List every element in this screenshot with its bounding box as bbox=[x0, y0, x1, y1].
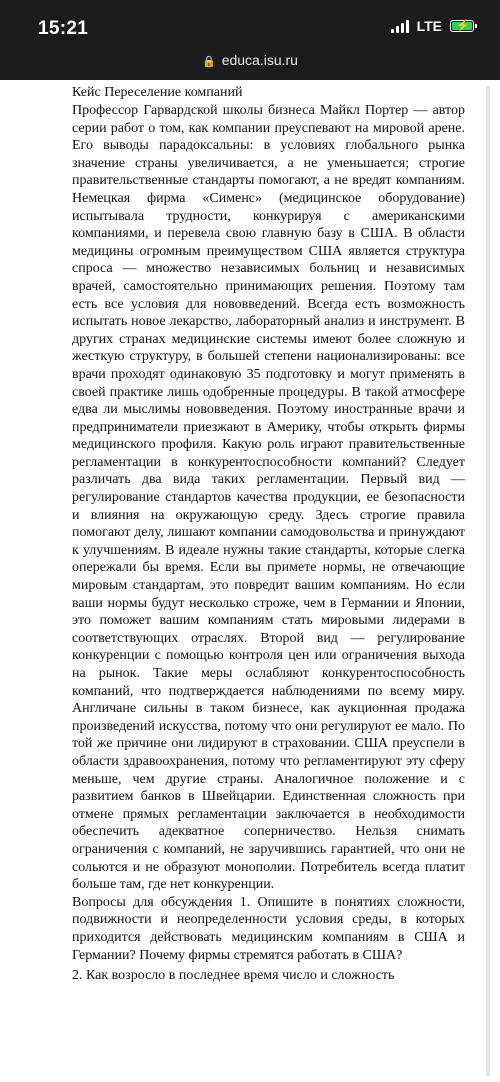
document-title: Кейс Переселение компаний bbox=[72, 85, 243, 100]
address-bar[interactable] bbox=[0, 52, 500, 68]
network-type: LTE bbox=[416, 18, 442, 34]
battery-icon: ⚡ bbox=[450, 20, 474, 32]
document-content bbox=[72, 84, 465, 985]
url-text: educa.isu.ru bbox=[221, 52, 298, 68]
signal-icon bbox=[391, 20, 409, 33]
status-bar bbox=[0, 0, 500, 80]
discussion-questions: Вопросы для обсуждения 1. Опишите в понятиях сложности, подвижности и неопределенности условия среды, в которых приходится действовать медицинским компаниям в США и Германии? Почему фирмы стремятся работать в США? bbox=[72, 894, 465, 963]
question-2: 2. Как возросло в последнее время число и сложность bbox=[72, 968, 395, 984]
status-icons bbox=[391, 18, 474, 34]
status-time: 15:21 bbox=[38, 18, 89, 39]
lock-icon: 🔒 bbox=[202, 56, 216, 68]
scrollbar[interactable] bbox=[486, 86, 490, 1076]
document-body: Профессор Гарвардской школы бизнеса Майкл Портер — автор серии работ о том, как компании преуспевают на мировой арене. Его выводы парадоксальны: в условиях глобального рынка значение страны увеличивается, а не уменьшается; строгие правительственные стандарты помогают, а не вредят компаниям. Немецкая фирма «Сименс» (медицинское оборудование) испытывала трудности, конкурируя с американскими компаниями, и перевела свою главную базу в США. В области медицины огромным преимуществом США является структура спроса — множество независимых больниц и независимых врачей, самостоятельно принимающих решения. Поэтому там есть все условия для нововведений. Всегда есть возможность испытать новое лекарство, лабораторный анализ и инструмент. В других странах медицинские системы имеют более сложную и жесткую структуру, в большей степени национализированы: все врачи проходят одинаковую 35 подготовку и могут применять в своей практике лишь одобренные процедуры. В такой атмосфере едва ли мыслимы нововведения. Поэтому иностранные врачи и предприниматели приезжают в Америку, чтобы открыть фирмы медицинского профиля. Какую роль играют правительственные регламентации в конкурентоспособности компаний? Следует различать два вида таких регламентации. Первый вид — регулирование стандартов качества продукции, ее безопасности и влияния на окружающую среду. Здесь строгие правила помогают делу, лишают компании самодовольства и принуждают к улучшениям. В идеале нужны такие стандарты, которые слегка опережали бы время. Если вы примете нормы, не отвечающие мировым стандартам, это повредит вашим компаниям. Но если ваши нормы будут несколько строже, чем в Германии и Японии, это поможет вашим компаниям стать мировыми лидерами в соответствующих отраслях. Второй вид — регулирование конкуренции с помощью контроля цен или ограничения выхода на рынок. Такие меры ослабляют конкурентоспособность компаний, что подтверждается наблюдениями по всему миру. Англичане сильны в таком бизнесе, как аукционная продажа произведений искусства, потому что они регулируют ее мало. По той же причине они лидируют в страховании. США преуспели в области здравоохранения, потому что регламентируют эту сферу меньше, чем другие страны. Аналогичное положение и с развитием банков в Швейцарии. Единственная сложность при отмене прямых регламентации заключается в необходимости обеспечить адекватное соперничество. Нельзя снимать ограничения с компаний, не заручившись гарантией, что они не сольются и не образуют монополии. Потребитель всегда платит больше там, где нет конкуренции. bbox=[72, 103, 465, 893]
